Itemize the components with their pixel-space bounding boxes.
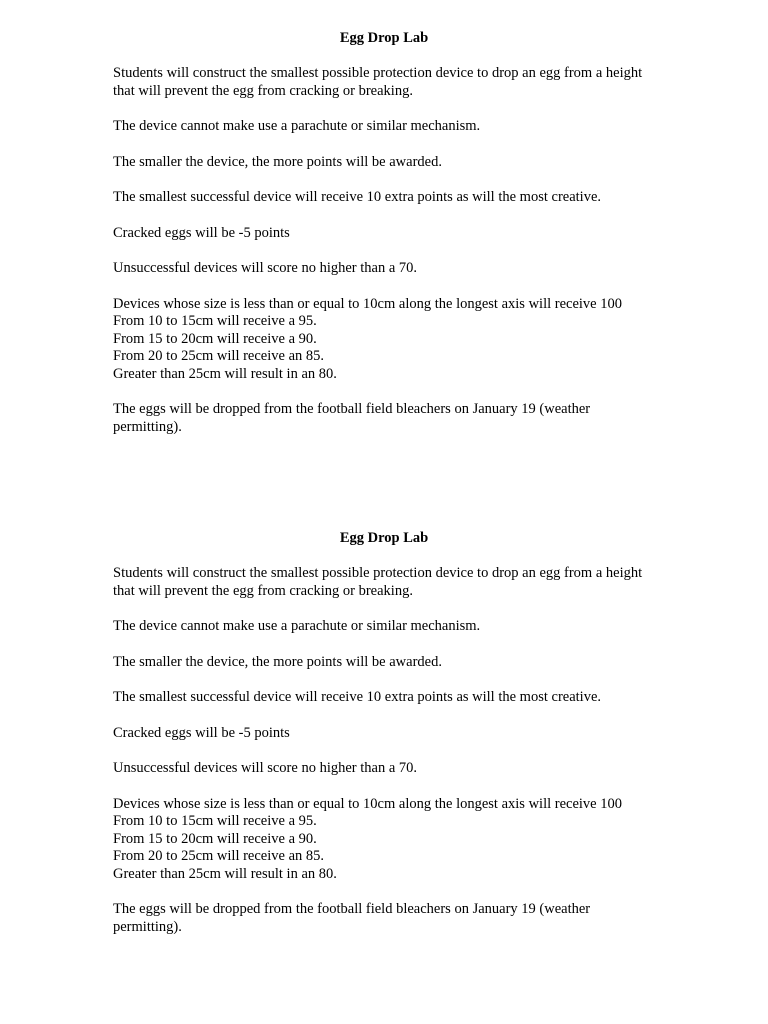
rule-extra-points: The smallest successful device will receive 10 extra points as will the most creative.: [113, 689, 602, 705]
rule-unsuccessful: Unsuccessful devices will score no higher than a 70.: [113, 760, 418, 776]
drop-info-paragraph: The eggs will be dropped from the football field bleachers on January 19 (weather permitting).: [113, 901, 591, 935]
rule-no-parachute: The device cannot make use a parachute or similar mechanism.: [113, 618, 481, 634]
handout-title: Egg Drop Lab: [339, 30, 429, 46]
grading-line: Greater than 25cm will result in an 80.: [113, 365, 337, 382]
grading-line: Devices whose size is less than or equal to 10cm along the longest axis will receive 100: [113, 295, 622, 312]
rule-smaller-device: The smaller the device, the more points will be awarded.: [113, 153, 442, 170]
handout-1: [113, 29, 658, 436]
rule-no-parachute: The device cannot make use a parachute or similar mechanism.: [113, 118, 481, 134]
grading-line: From 20 to 25cm will receive an 85.: [113, 348, 325, 364]
grading-line: From 15 to 20cm will receive a 90.: [113, 830, 317, 847]
rule-unsuccessful: Unsuccessful devices will score no higher than a 70.: [113, 260, 418, 276]
handout-2: [113, 529, 658, 936]
rule-smaller-device: The smaller the device, the more points will be awarded.: [113, 653, 442, 670]
rule-extra-points: The smallest successful device will receive 10 extra points as will the most creative.: [113, 189, 602, 205]
grading-line: From 10 to 15cm will receive a 95.: [113, 813, 317, 829]
grading-line: Greater than 25cm will result in an 80.: [113, 865, 337, 882]
intro-paragraph: Students will construct the smallest possible protection device to drop an egg from a height that will prevent the egg from cracking or breaking.: [113, 565, 643, 599]
intro-paragraph: Students will construct the smallest possible protection device to drop an egg from a height that will prevent the egg from cracking or breaking.: [113, 65, 643, 99]
grading-scale: [113, 796, 658, 884]
rule-cracked-eggs: Cracked eggs will be -5 points: [113, 724, 290, 741]
grading-scale: [113, 296, 658, 384]
rule-cracked-eggs: Cracked eggs will be -5 points: [113, 224, 290, 241]
grading-line: From 20 to 25cm will receive an 85.: [113, 848, 325, 864]
drop-info-paragraph: The eggs will be dropped from the football field bleachers on January 19 (weather permitting).: [113, 401, 591, 435]
handout-title: Egg Drop Lab: [339, 530, 429, 546]
grading-line: From 10 to 15cm will receive a 95.: [113, 313, 317, 329]
grading-line: From 15 to 20cm will receive a 90.: [113, 330, 317, 347]
grading-line: Devices whose size is less than or equal to 10cm along the longest axis will receive 100: [113, 795, 622, 812]
